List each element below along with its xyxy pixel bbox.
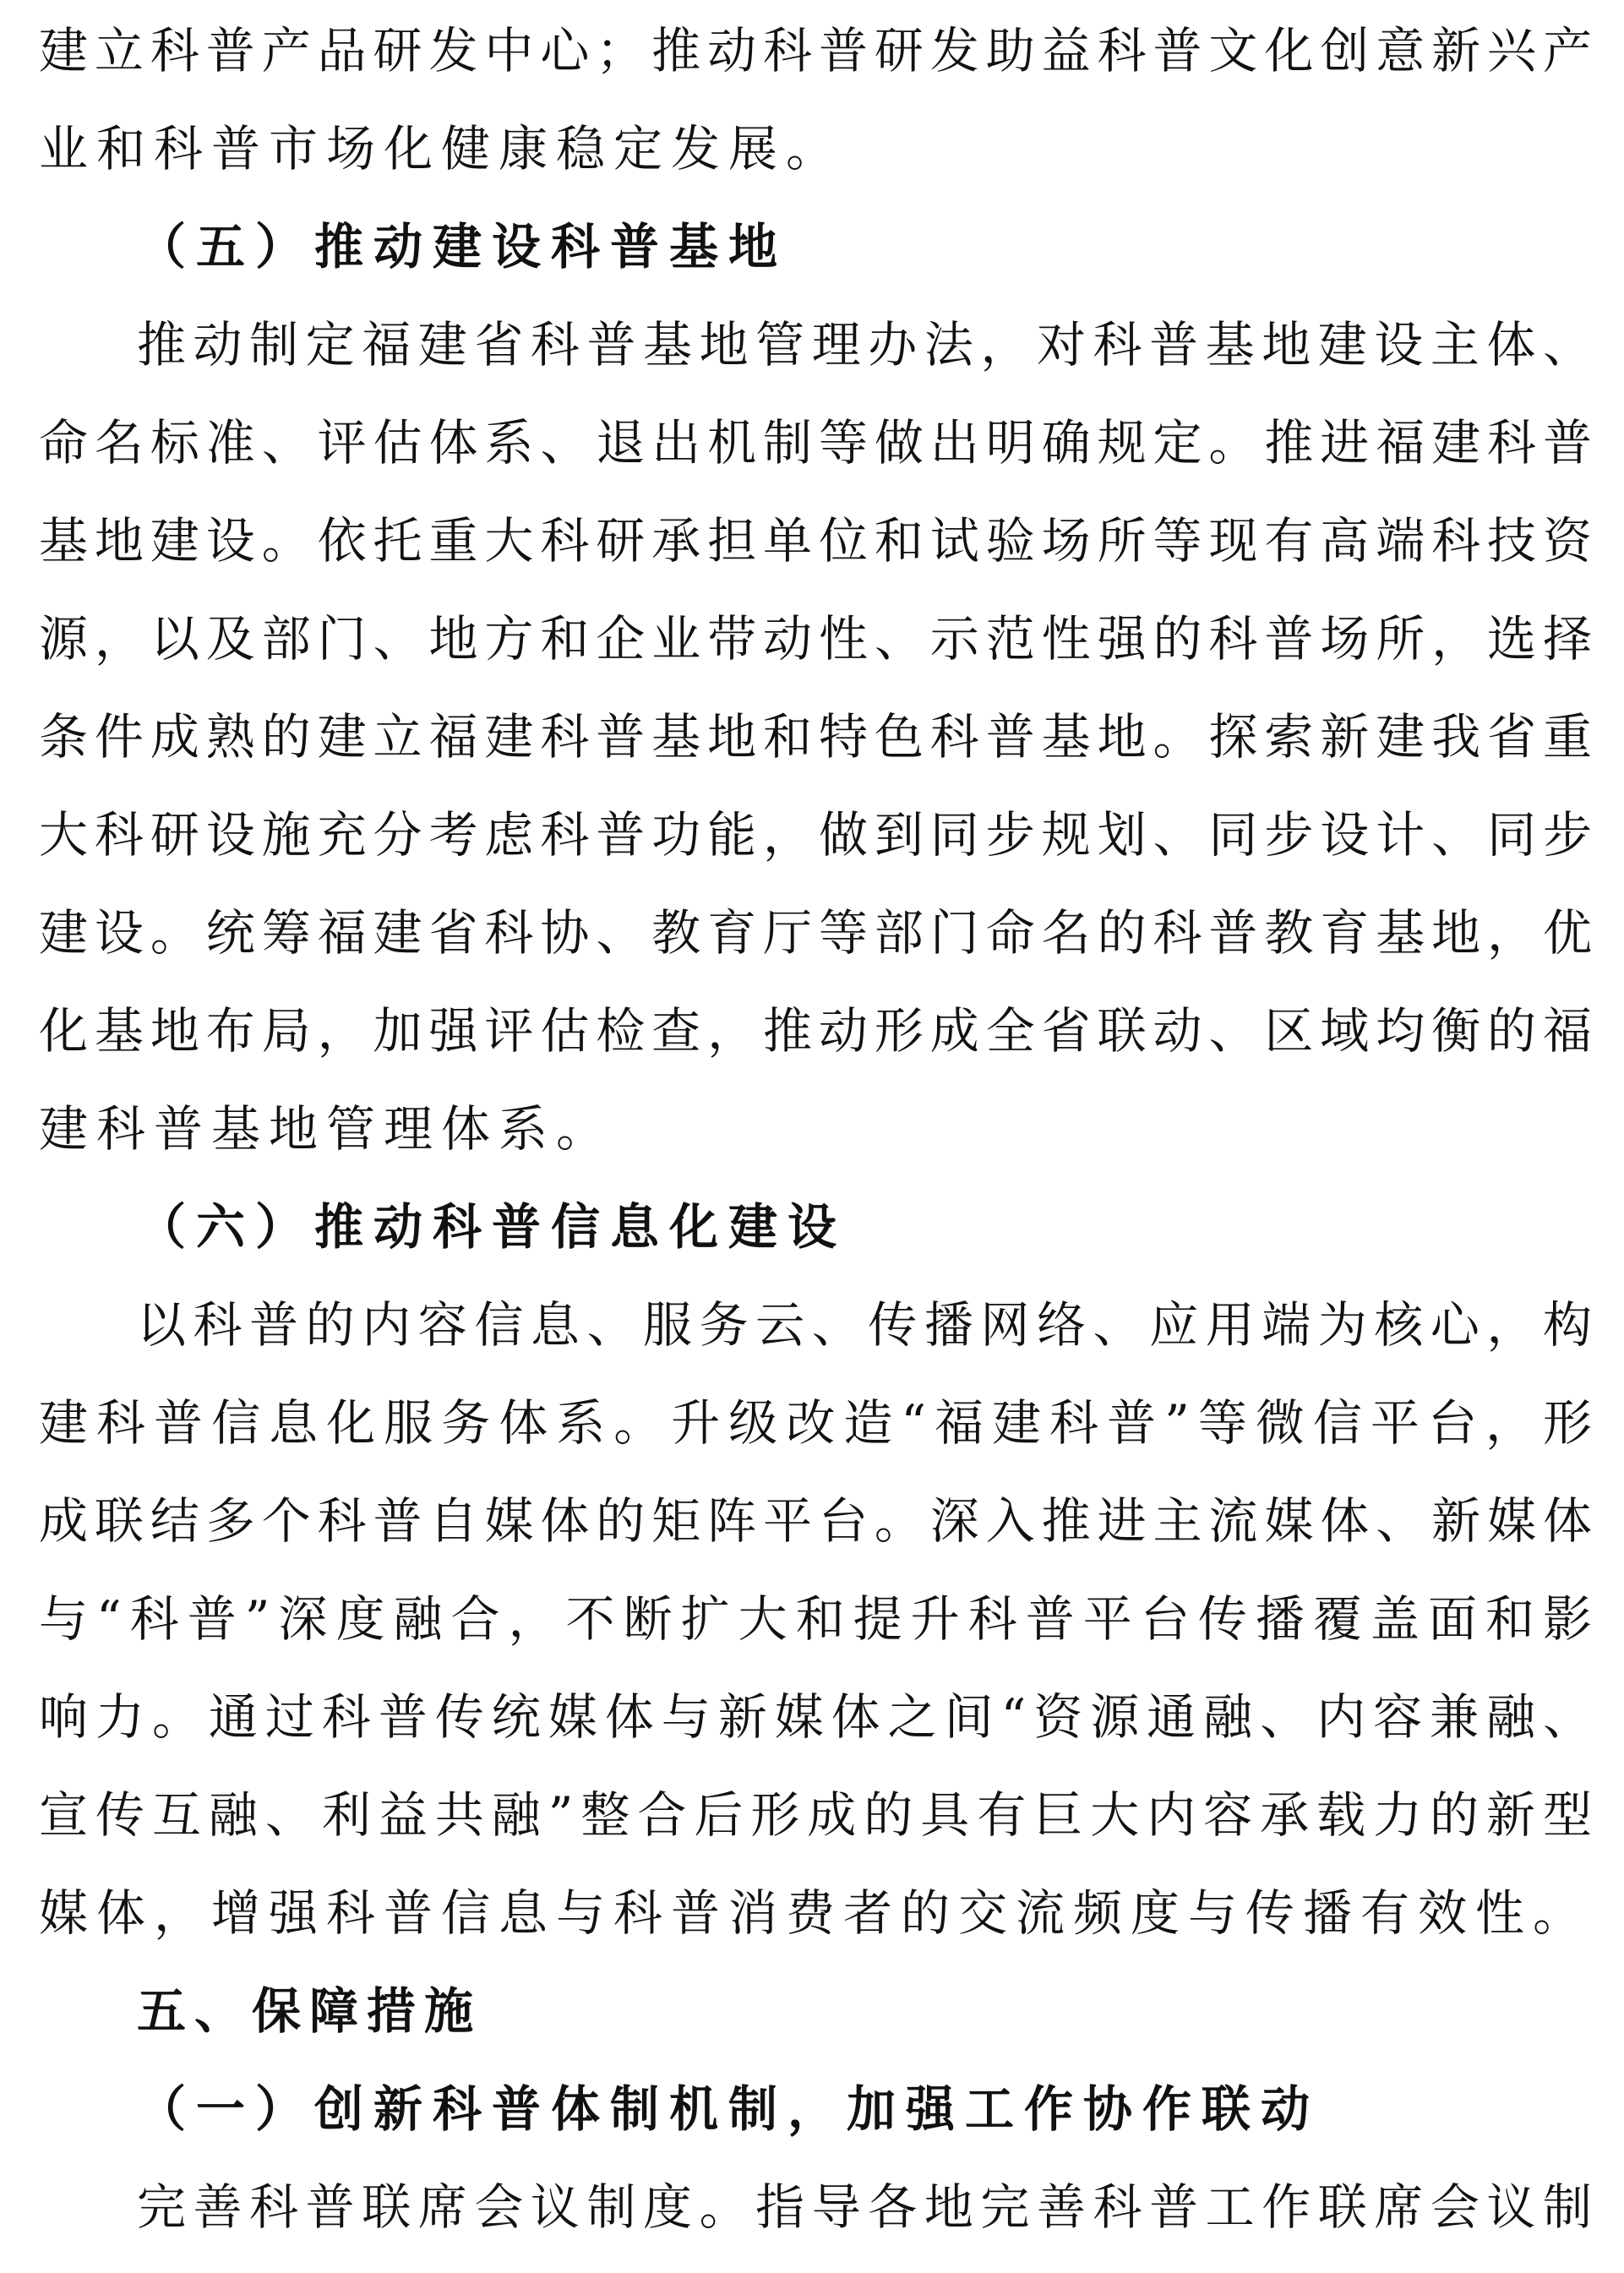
body-text-line: 与“科普”深度融合，不断扩大和提升科普平台传播覆盖面和影 (39, 1590, 1592, 1648)
section-heading: 五、保障措施 (137, 1982, 482, 2040)
body-text-line: 响力。通过科普传统媒体与新媒体之间“资源通融、内容兼融、 (39, 1688, 1592, 1746)
body-text-line: 命名标准、评估体系、退出机制等做出明确规定。推进福建科普 (39, 414, 1592, 471)
body-text-line: 以科普的内容信息、服务云、传播网络、应用端为核心，构 (137, 1296, 1592, 1354)
section-subheading: （六）推动科普信息化建设 (137, 1198, 847, 1256)
body-text-line: 建设。统筹福建省科协、教育厅等部门命名的科普教育基地，优 (39, 904, 1592, 962)
section-subheading: （一）创新科普体制机制，加强工作协作联动 (137, 2080, 1321, 2138)
section-subheading: （五）推动建设科普基地 (137, 218, 788, 275)
body-text-line: 媒体，增强科普信息与科普消费者的交流频度与传播有效性。 (39, 1884, 1591, 1942)
body-text-line: 完善科普联席会议制度。指导各地完善科普工作联席会议制 (137, 2178, 1592, 2236)
body-text-line: 建科普信息化服务体系。升级改造“福建科普”等微信平台，形 (39, 1394, 1592, 1452)
body-text-line: 大科研设施充分考虑科普功能，做到同步规划、同步设计、同步 (39, 806, 1592, 864)
body-text-line: 宣传互融、利益共融”整合后形成的具有巨大内容承载力的新型 (39, 1786, 1592, 1844)
body-text-line: 业和科普市场化健康稳定发展。 (39, 120, 844, 177)
body-text-line: 源，以及部门、地方和企业带动性、示范性强的科普场所，选择 (39, 610, 1592, 668)
body-text-line: 建立科普产品研发中心；推动科普研发助益科普文化创意新兴产 (39, 22, 1592, 79)
body-text-line: 基地建设。依托重大科研承担单位和试验场所等现有高端科技资 (39, 512, 1592, 570)
body-text-line: 化基地布局，加强评估检查，推动形成全省联动、区域均衡的福 (39, 1002, 1592, 1060)
body-text-line: 条件成熟的建立福建科普基地和特色科普基地。探索新建我省重 (39, 708, 1592, 766)
body-text-line: 建科普基地管理体系。 (39, 1100, 614, 1158)
body-text-line: 成联结多个科普自媒体的矩阵平台。深入推进主流媒体、新媒体 (39, 1492, 1592, 1550)
body-text-line: 推动制定福建省科普基地管理办法，对科普基地建设主体、 (137, 316, 1592, 373)
